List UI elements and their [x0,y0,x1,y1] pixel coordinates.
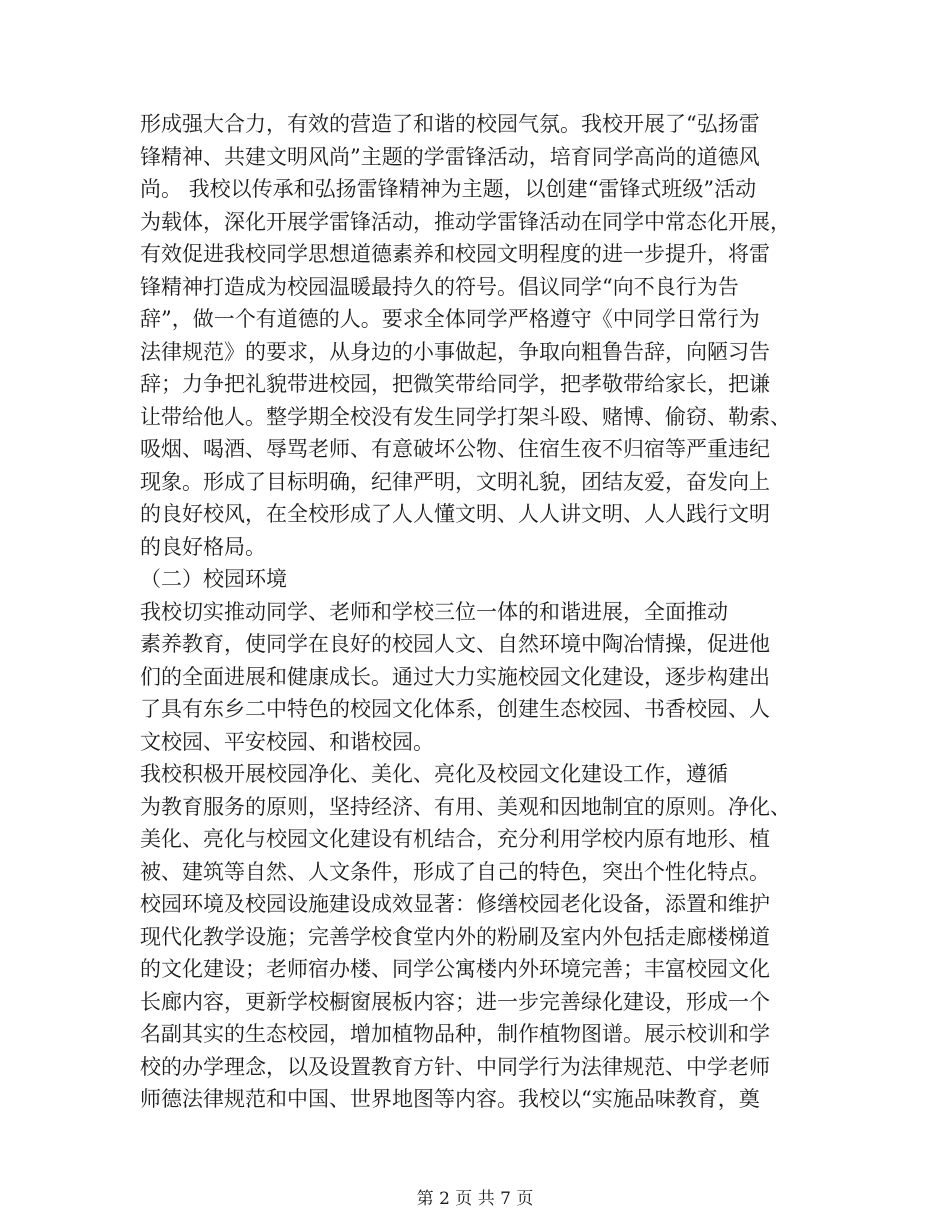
text-line: 我校积极开展校园净化、美化、亮化及校园文化建设工作，遵循 [140,762,728,786]
text-line: 校园环境及校园设施建设成效显著：修缮校园老化设备，添置和维护 [140,892,770,916]
text-line: 文校园、平安校园、和谐校园。 [140,729,434,754]
text-line: 美化、亮化与校园文化建设有机结合，充分利用学校内原有地形、植 [140,827,770,851]
text-line: 尚。 我校以传承和弘扬雷锋精神为主题，以创建“雷锋式班级”活动 [140,177,757,201]
text-line: 吸烟、喝酒、辱骂老师、有意破坏公物、住宿生夜不归宿等严重违纪 [140,437,770,461]
text-line: 为教育服务的原则，坚持经济、有用、美观和因地制宜的原则。净化、 [140,794,791,819]
section-heading: （二）校园环境 [140,567,287,591]
text-line: 的文化建设；老师宿办楼、同学公寓楼内外环境完善；丰富校园文化 [140,957,770,981]
text-line: 的良好校风，在全校形成了人人懂文明、人人讲文明、人人践行文明 [140,502,770,526]
text-line: 素养教育，使同学在良好的校园人文、自然环境中陶冶情操，促进他 [140,632,770,656]
text-line: 锋精神打造成为校园温暖最持久的符号。倡议同学“向不良行为告 [140,274,739,299]
text-line: 名副其实的生态校园，增加植物品种，制作植物图谱。展示校训和学 [140,1022,770,1046]
page-number-footer: 第 2 页 共 7 页 [416,1189,534,1209]
text-line: 了具有东乡二中特色的校园文化体系，创建生态校园、书香校园、人 [140,697,770,721]
text-line: 们的全面进展和健康成长。通过大力实施校园文化建设，逐步构建出 [140,664,770,689]
text-line: 被、建筑等自然、人文条件，形成了自己的特色，突出个性化特点。 [140,859,770,884]
document-body [140,108,812,1116]
text-line: 现代化教学设施；完善学校食堂内外的粉刷及室内外包括走廊楼梯道 [140,924,770,949]
text-line: 让带给他人。整学期全校没有发生同学打架斗殴、赌博、偷窃、勒索、 [140,404,791,429]
text-line: 形成强大合力，有效的营造了和谐的校园气氛。我校开展了“弘扬雷 [140,112,760,136]
text-line: 辞；力争把礼貌带进校园，把微笑带给同学，把孝敬带给家长，把谦 [140,372,770,396]
text-line: 锋精神、共建文明风尚”主题的学雷锋活动，培育同学高尚的道德风 [140,144,760,169]
text-line: 辞”，做一个有道德的人。要求全体同学严格遵守《中同学日常行为 [140,307,760,331]
text-line: 我校切实推动同学、老师和学校三位一体的和谐进展，全面推动 [140,599,728,624]
text-line: 有效促进我校同学思想道德素养和校园文明程度的进一步提升，将雷 [140,242,770,266]
text-line: 现象。形成了目标明确，纪律严明，文明礼貌，团结友爱，奋发向上 [140,469,770,494]
text-line: 师德法律规范和中国、世界地图等内容。我校以“实施品味教育，奠 [140,1087,760,1111]
text-line: 为载体，深化开展学雷锋活动，推动学雷锋活动在同学中常态化开展， [140,209,791,234]
text-line: 长廊内容，更新学校橱窗展板内容；进一步完善绿化建设，形成一个 [140,989,770,1014]
text-line: 的良好格局。 [140,534,266,559]
text-line: 法律规范》的要求，从身边的小事做起，争取向粗鲁告辞，向陋习告 [140,339,770,364]
text-line: 校的办学理念，以及设置教育方针、中同学行为法律规范、中学老师 [140,1054,770,1079]
